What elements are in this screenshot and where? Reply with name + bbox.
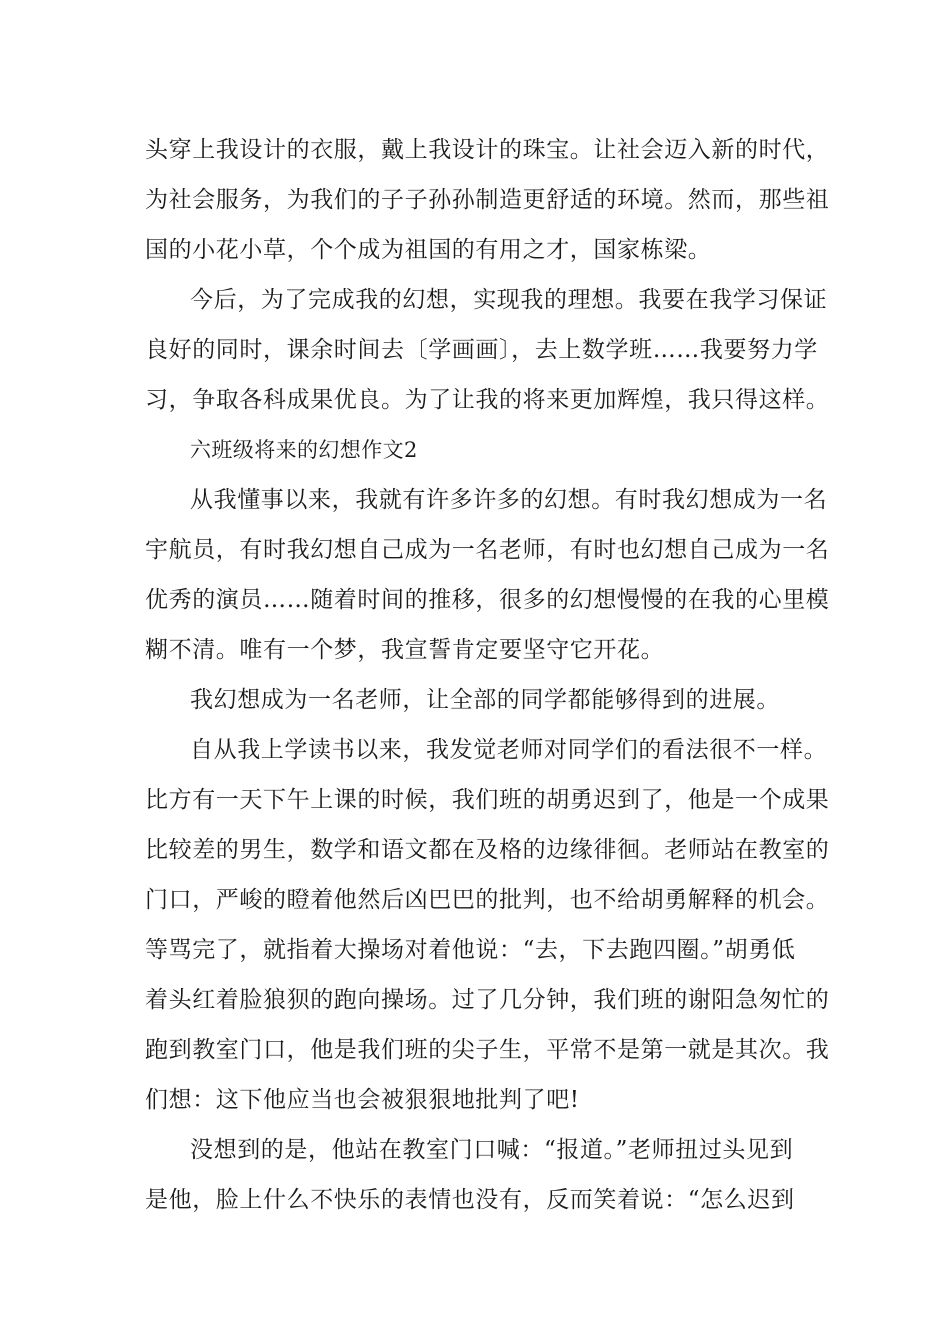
text-line: 跑到教室门口，他是我们班的尖子生，平常不是第一就是其次。我	[145, 1037, 830, 1063]
text-line: 门口，严峻的瞪着他然后凶巴巴的批判，也不给胡勇解释的机会。	[145, 887, 830, 913]
section-heading: 六班级将来的幻想作文2	[190, 438, 418, 462]
text-line: 自从我上学读书以来，我发觉老师对同学们的看法很不一样。	[190, 737, 828, 763]
text-line: 宇航员，有时我幻想自己成为一名老师，有时也幻想自己成为一名	[145, 537, 830, 563]
text-line: 糊不清。唯有一个梦，我宣誓肯定要坚守它开花。	[145, 637, 665, 663]
text-line: 良好的同时，课余时间去〔学画画〕，去上数学班……我要努力学	[145, 337, 818, 363]
text-line: 比较差的男生，数学和语文都在及格的边缘徘徊。老师站在教室的	[145, 837, 830, 863]
text-line: 我幻想成为一名老师，让全部的同学都能够得到的进展。	[190, 687, 780, 713]
text-line: 为社会服务，为我们的子子孙孙制造更舒适的环境。然而，那些祖	[145, 187, 830, 213]
text-line: 比方有一天下午上课的时候，我们班的胡勇迟到了，他是一个成果	[145, 787, 830, 813]
text-line: 是他，脸上什么不快乐的表情也没有，反而笑着说：“怎么迟到	[145, 1187, 795, 1213]
text-line: 优秀的演员……随着时间的推移，很多的幻想慢慢的在我的心里模	[145, 587, 830, 613]
text-line: 没想到的是，他站在教室门口喊：“报道。”老师扭过头见到	[190, 1137, 794, 1163]
text-line: 国的小花小草，个个成为祖国的有用之才，国家栋梁。	[145, 237, 712, 263]
text-line: 习，争取各科成果优良。为了让我的将来更加辉煌，我只得这样。	[145, 387, 830, 413]
text-line: 们想：这下他应当也会被狠狠地批判了吧!	[145, 1087, 580, 1113]
text-line: 头穿上我设计的衣服，戴上我设计的珠宝。让社会迈入新的时代，	[145, 137, 830, 163]
text-line: 从我懂事以来，我就有许多许多的幻想。有时我幻想成为一名	[190, 487, 828, 513]
text-line: 着头红着脸狼狈的跑向操场。过了几分钟，我们班的谢阳急匆忙的	[145, 987, 830, 1013]
text-line: 今后，为了完成我的幻想，实现我的理想。我要在我学习保证	[190, 287, 828, 313]
text-line: 等骂完了，就指着大操场对着他说：“去，下去跑四圈。”胡勇低	[145, 937, 796, 963]
